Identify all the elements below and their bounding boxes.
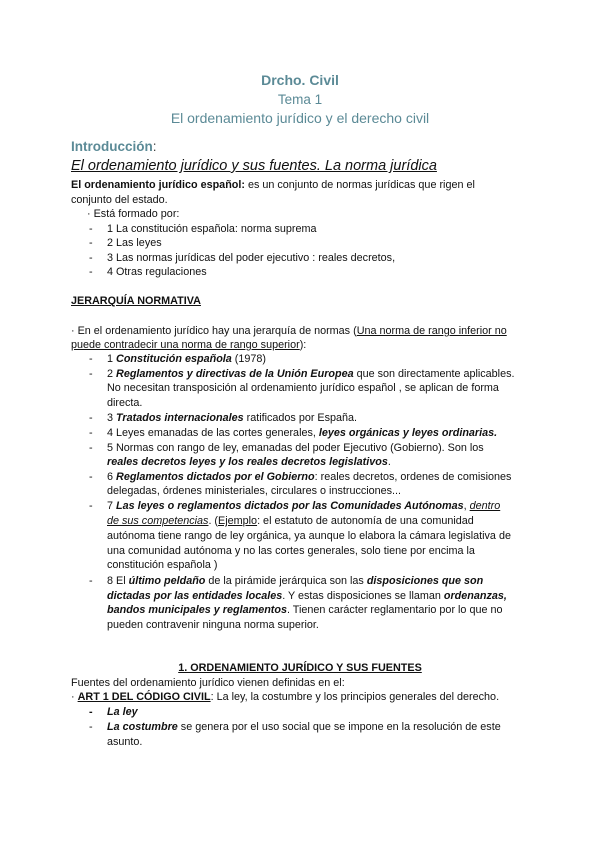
hierarchy-item-6: 6 Reglamentos dictados por el Gobierno: reales decretos, ordenes de comisiones bbox=[107, 471, 512, 483]
definition-line-2: conjunto del estado. bbox=[71, 194, 168, 206]
list-item: 2 Las leyes bbox=[107, 237, 162, 249]
hierarchy-item-8-cont: dictadas por las entidades locales. Y estas disposiciones se llaman ordenanzas, bbox=[107, 590, 507, 602]
topic-number: Tema 1 bbox=[277, 92, 323, 107]
hierarchy-item-4: 4 Leyes emanadas de las cortes generales, leyes orgánicas y leyes ordinarias. bbox=[107, 427, 498, 439]
hierarchy-item-7-cont: constitución española ) bbox=[107, 559, 218, 571]
hierarchy-item-6-cont: delegadas, órdenes ministeriales, circulares o instrucciones... bbox=[107, 485, 402, 497]
fuente-costumbre: La costumbre se genera por el uso social que se impone en la resolución de este bbox=[107, 721, 501, 733]
topic-title: El ordenamiento jurídico y el derecho civil bbox=[170, 110, 430, 126]
list-dash: - bbox=[89, 500, 93, 512]
hierarchy-item-7-cont: autónoma tiene rango de ley orgánica, ya aunque lo elabora la cámara legislativa de bbox=[107, 530, 511, 542]
list-dash: - bbox=[89, 706, 93, 718]
hierarchy-item-8: 8 El último peldaño de la pirámide jerárquica son las disposiciones que son bbox=[107, 575, 484, 587]
hierarchy-item-8-cont: bandos municipales y reglamentos. Tienen carácter reglamentario por lo que no bbox=[107, 604, 503, 616]
hierarchy-item-7-cont: de sus competencias. (Ejemplo: el estatuto de autonomía de una comunidad bbox=[107, 515, 474, 527]
list-dash: - bbox=[89, 353, 93, 365]
hierarchy-item-2-cont: directa. bbox=[107, 397, 143, 409]
hierarchy-item-1: 1 Constitución española (1978) bbox=[107, 353, 267, 365]
list-dash: - bbox=[89, 368, 93, 380]
hierarchy-item-8-cont: pueden contravenir ninguna norma superior. bbox=[107, 619, 319, 631]
fuentes-intro: Fuentes del ordenamiento jurídico vienen definidas en el: bbox=[71, 677, 345, 689]
fuentes-heading: 1. ORDENAMIENTO JURÍDICO Y SUS FUENTES bbox=[178, 662, 422, 674]
definition-line: El ordenamiento jurídico español: es un conjunto de normas jurídicas que rigen el bbox=[71, 179, 475, 191]
list-item: 4 Otras regulaciones bbox=[107, 266, 207, 278]
list-dash: - bbox=[89, 266, 93, 278]
hierarchy-item-7-cont: una comunidad autónoma y no las cortes generales, solo tiene por encima la bbox=[107, 545, 475, 557]
fuente-costumbre-cont: asunto. bbox=[107, 736, 143, 748]
hierarchy-item-3: 3 Tratados internacionales ratificados por España. bbox=[107, 412, 358, 424]
course-title: Drcho. Civil bbox=[261, 72, 339, 88]
hierarchy-item-2-cont: No necesitan transposición al ordenamiento jurídico español , se aplican de forma bbox=[107, 382, 499, 394]
list-item: 3 Las normas jurídicas del poder ejecutivo : reales decretos, bbox=[107, 252, 396, 264]
intro-heading: Introducción: bbox=[71, 139, 157, 154]
fuente-ley: La ley bbox=[107, 706, 138, 718]
jerarquia-intro: · En el ordenamiento jurídico hay una jerarquía de normas (Una norma de rango inferior no bbox=[71, 325, 507, 337]
list-dash: - bbox=[89, 471, 93, 483]
fuentes-article: · ART 1 DEL CÓDIGO CIVIL: La ley, la costumbre y los principios generales del derecho. bbox=[71, 691, 500, 703]
hierarchy-item-5-cont: reales decretos leyes y los reales decretos legislativos. bbox=[107, 456, 391, 468]
list-dash: - bbox=[89, 575, 93, 587]
hierarchy-item-7: 7 Las leyes o reglamentos dictados por las Comunidades Autónomas, dentro bbox=[107, 500, 501, 512]
list-dash: - bbox=[89, 223, 93, 235]
intro-subtitle: El ordenamiento jurídico y sus fuentes. La norma jurídica bbox=[71, 158, 437, 174]
list-dash: - bbox=[89, 442, 93, 454]
list-dash: - bbox=[89, 721, 93, 733]
list-dash: - bbox=[89, 412, 93, 424]
hierarchy-item-5: 5 Normas con rango de ley, emanadas del poder Ejecutivo (Gobierno). Son los bbox=[107, 442, 484, 454]
list-dash: - bbox=[89, 252, 93, 264]
jerarquia-heading: JERARQUÍA NORMATIVA bbox=[71, 295, 201, 307]
jerarquia-intro-2: puede contradecir una norma de rango superior): bbox=[71, 339, 307, 351]
hierarchy-item-2: 2 Reglamentos y directivas de la Unión Europea que son directamente aplicables. bbox=[107, 368, 515, 380]
list-dash: - bbox=[89, 237, 93, 249]
formed-by: · Está formado por: bbox=[87, 208, 180, 220]
list-dash: - bbox=[89, 427, 93, 439]
list-item: 1 La constitución española: norma suprema bbox=[107, 223, 317, 235]
